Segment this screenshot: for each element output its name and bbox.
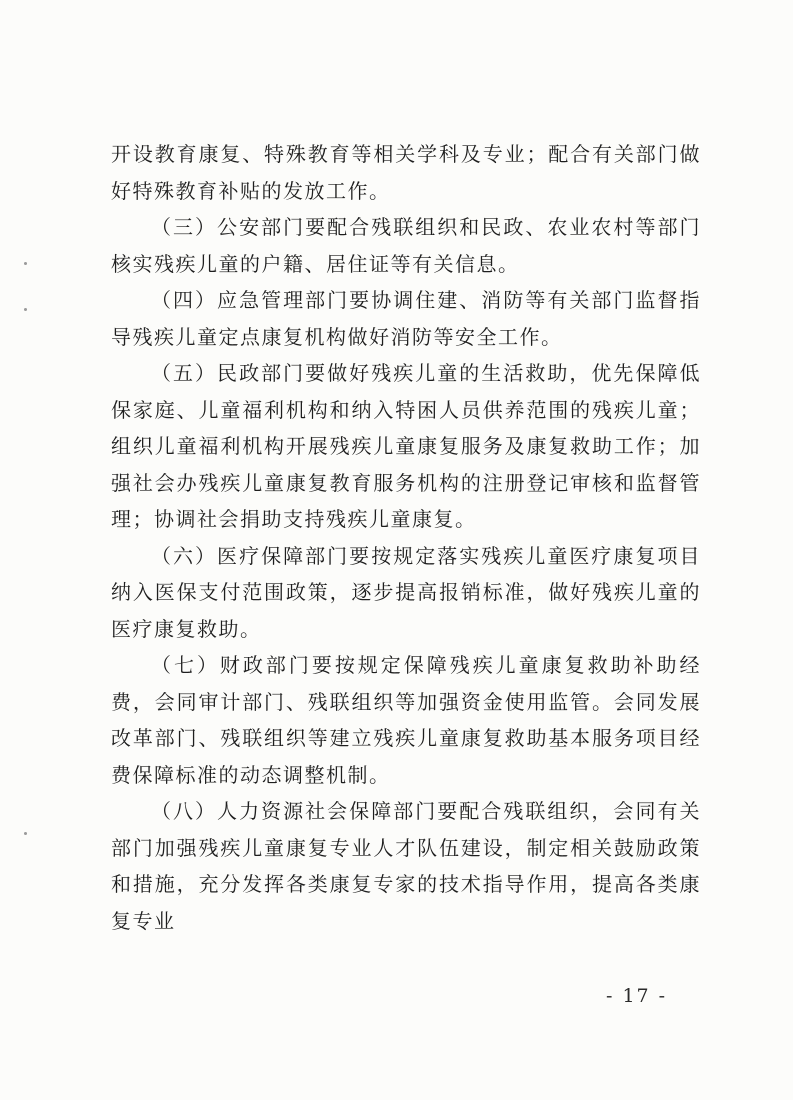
- paragraph-civil-affairs: （五）民政部门要做好残疾儿童的生活救助，优先保障低保家庭、儿童福利机构和纳入特困人员供养范围的残疾儿童；组织儿童福利机构开展残疾儿童康复服务及康复救助工作；加强社会办残疾儿童康复教育服务机构的注册登记审核和监督管理；协调社会捐助支持残疾儿童康复。: [111, 361, 701, 531]
- page-number: - 17 -: [606, 985, 668, 1007]
- paragraph-continuation: 开设教育康复、特殊教育等相关学科及专业；配合有关部门做好特殊教育补贴的发放工作。: [111, 142, 701, 203]
- body-text: [111, 136, 701, 939]
- paragraph-human-resources: （八）人力资源社会保障部门要配合残联组织，会同有关部门加强残疾儿童康复专业人才队伍建设，制定相关鼓励政策和措施，充分发挥各类康复专家的技术指导作用，提高各类康复专业: [111, 799, 701, 933]
- paragraph-finance: （七）财政部门要按规定保障残疾儿童康复救助补助经费，会同审计部门、残联组织等加强资金使用监管。会同发展改革部门、残联组织等建立残疾儿童康复救助基本服务项目经费保障标准的动态调整机制。: [111, 653, 701, 787]
- paragraph-emergency-management: （四）应急管理部门要协调住建、消防等有关部门监督指导残疾儿童定点康复机构做好消防等安全工作。: [111, 288, 701, 349]
- paragraph-medical-security: （六）医疗保障部门要按规定落实残疾儿童医疗康复项目纳入医保支付范围政策，逐步提高报销标准，做好残疾儿童的医疗康复救助。: [111, 543, 701, 641]
- margin-mark: [24, 308, 27, 311]
- paragraph-public-security: （三）公安部门要配合残联组织和民政、农业农村等部门核实残疾儿童的户籍、居住证等有关信息。: [111, 215, 701, 276]
- margin-mark: [24, 262, 27, 265]
- margin-mark: [24, 832, 27, 835]
